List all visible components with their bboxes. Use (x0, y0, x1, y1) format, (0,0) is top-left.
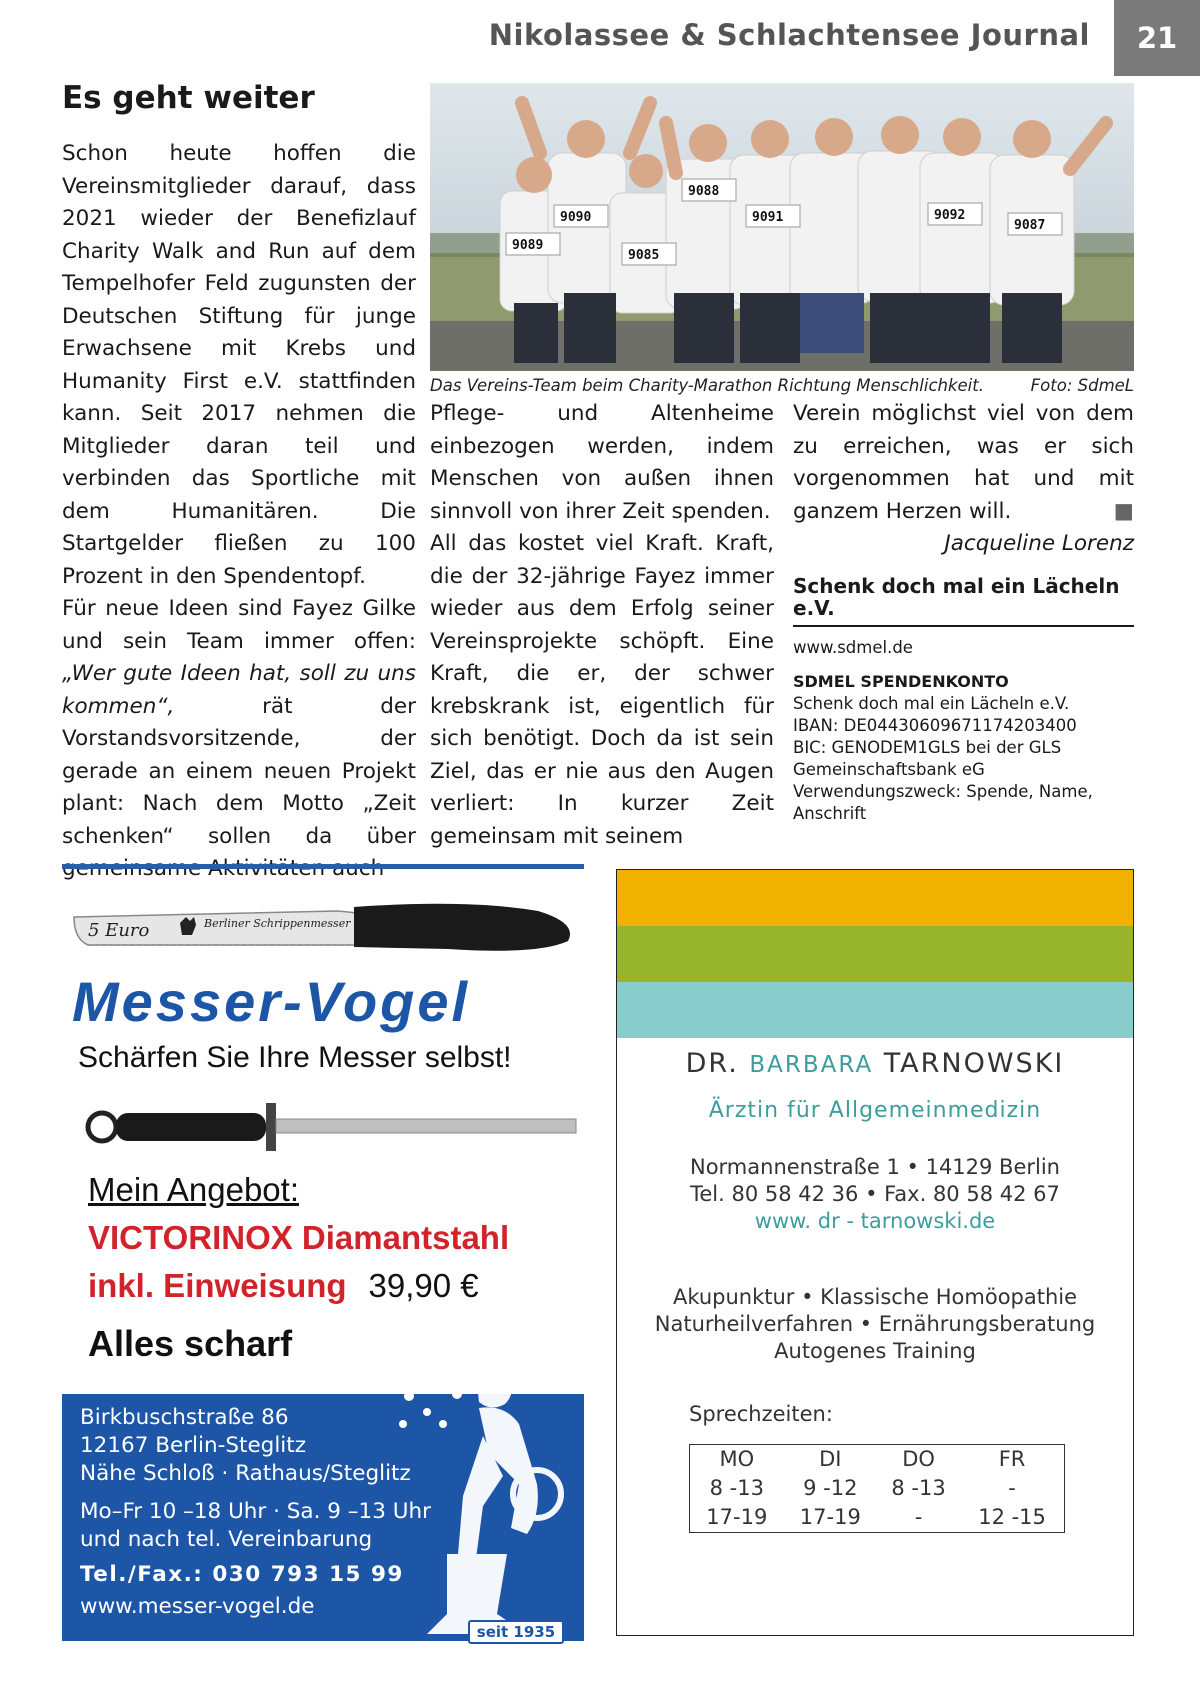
donation-account-title: SDMEL SPENDENKONTO (793, 672, 1009, 691)
text-span: Verein möglichst viel von dem zu erreichen, was er sich vorgenommen hat und mit ganzem Herzen will. (793, 401, 1134, 524)
hours-line: und nach tel. Vereinbarung (80, 1527, 373, 1552)
donation-bic: BIC: GENODEM1GLS bei der GLS Gemeinschaftsbank eG (793, 738, 1062, 779)
doctor-services (617, 1284, 1133, 1365)
offer-price: 39,90 € (368, 1267, 479, 1304)
text-span: Für neue Ideen sind Fayez Gilke und sein Team immer offen: (62, 596, 416, 654)
messer-vogel-logo: Messer-Vogel (72, 970, 471, 1033)
table-row (690, 1474, 1065, 1503)
bib-number: 9091 (752, 210, 784, 225)
article-column-3 (793, 398, 1134, 561)
messer-vogel-phone: Tel./Fax.: 030 793 15 99 (80, 1562, 404, 1587)
address-note: Nähe Schloß · Rathaus/Steglitz (80, 1461, 411, 1486)
bib-number: 9088 (688, 184, 720, 199)
table-row (690, 1503, 1065, 1533)
day-header: DO (902, 1447, 935, 1471)
doctor-name (617, 1048, 1133, 1079)
offer-instruction: inkl. Einweisung (88, 1267, 347, 1304)
donation-website: www.sdmel.de (793, 638, 913, 657)
office-hours-label: Sprechzeiten: (689, 1402, 833, 1426)
bib-number: 9087 (1014, 218, 1046, 233)
hours-cell: - (1008, 1476, 1016, 1500)
article-column-2 (430, 398, 774, 853)
article-paragraph: All das kostet viel Kraft. Kraft, die der 32-jährige Fayez immer wieder aus dem Erfolg seiner Vereinsprojekte schöpft. Eine Kraft, die er, der schwer krebskrank ist, eigentlich für sich benötigt. Doch da ist sein Ziel, das er nie aus den Augen verliert: In kurzer Zeit gemeinsam mit seinem (430, 531, 774, 849)
since-badge: seit 1935 (468, 1620, 564, 1644)
donation-account-holder: Schenk doch mal ein Lächeln e.V. (793, 694, 1070, 713)
article-paragraph (793, 398, 1134, 528)
article-author: Jacqueline Lorenz (944, 531, 1134, 556)
donation-org-title: Schenk doch mal ein Lächeln e.V. (793, 575, 1134, 627)
hours-cell: 9 -12 (803, 1476, 858, 1500)
hours-cell: 12 -15 (978, 1505, 1046, 1529)
sharpening-steel-icon (80, 1089, 580, 1159)
messer-vogel-address (80, 1404, 411, 1488)
quote: „Wer gute Ideen hat, soll zu uns kommen“, (62, 661, 416, 719)
doctor-title: DR. (685, 1048, 739, 1079)
messer-vogel-hours (80, 1498, 431, 1554)
doctor-specialty: Ärztin für Allgemeinmedizin (708, 1098, 1042, 1123)
offer-product: VICTORINOX Diamantstahl (88, 1219, 510, 1256)
messer-vogel-slogan: Schärfen Sie Ihre Messer selbst! (78, 1041, 512, 1074)
doctor-website: www. dr - tarnowski.de (754, 1209, 996, 1233)
doctor-address: Normannenstraße 1 • 14129 Berlin (689, 1155, 1060, 1179)
team-photo (430, 83, 1134, 371)
article-paragraph (62, 593, 416, 886)
day-header: DI (819, 1447, 842, 1471)
hours-cell: 8 -13 (891, 1476, 946, 1500)
office-hours-table (689, 1444, 1065, 1533)
hours-line: Mo–Fr 10 –18 Uhr · Sa. 9 –13 Uhr (80, 1499, 431, 1524)
color-band-green (617, 926, 1134, 982)
service-line: Akupunktur • Klassische Homöopathie (672, 1285, 1078, 1309)
article-paragraph: Pflege- und Altenheime einbezogen werden, indem Menschen von außen ihnen sinnvoll von ihrer Zeit spenden. (430, 401, 774, 524)
photo-caption (430, 376, 1134, 395)
day-header: MO (719, 1447, 755, 1471)
donation-purpose: Verwendungszweck: Spende, Name, Anschrift (793, 782, 1093, 823)
journal-title: Nikolassee & Schlachtensee Journal (488, 18, 1090, 52)
offer-title: Mein Angebot: (88, 1171, 299, 1208)
grinder-statue-icon (387, 1344, 587, 1641)
color-band-teal (617, 982, 1134, 1038)
end-mark: ■ (1113, 498, 1134, 524)
hours-cell: 17-19 (706, 1505, 768, 1529)
address-street: Birkbuschstraße 86 (80, 1405, 289, 1430)
knife-icon (68, 889, 578, 969)
donation-info-box (793, 575, 1134, 825)
hours-cell: 8 -13 (709, 1476, 764, 1500)
photo-credit: Foto: SdmeL (1030, 376, 1134, 395)
bib-number: 9092 (934, 208, 966, 223)
doctor-first-name: BARBARA (749, 1052, 874, 1078)
article-headline: Es geht weiter (62, 80, 315, 116)
bib-number: 9089 (512, 238, 544, 253)
offer-detail (88, 1267, 479, 1305)
messer-vogel-ad (62, 864, 584, 1641)
bib-number: 9085 (628, 248, 660, 263)
service-line: Autogenes Training (774, 1339, 976, 1363)
article-column-1 (62, 138, 416, 886)
knife-price-label: 5 Euro (88, 920, 150, 941)
donation-iban: IBAN: DE04430609671174203400 (793, 716, 1077, 735)
hours-cell: - (914, 1505, 923, 1529)
doctor-phone: Tel. 80 58 42 36 • Fax. 80 58 42 67 (690, 1182, 1060, 1206)
page-header (0, 0, 1200, 76)
page-number: 21 (1114, 0, 1200, 76)
hours-cell: 17-19 (799, 1505, 861, 1529)
day-header: FR (998, 1447, 1026, 1471)
doctor-contact (617, 1154, 1133, 1235)
color-band-yellow (617, 870, 1134, 926)
bib-number: 9090 (560, 210, 592, 225)
address-city: 12167 Berlin-Steglitz (80, 1433, 306, 1458)
caption-text: Das Vereins-Team beim Charity-Marathon Richtung Menschlichkeit. (430, 376, 984, 395)
messer-vogel-website: www.messer-vogel.de (80, 1594, 315, 1619)
text-span: rät der Vorstandsvorsitzende, der gerade an einem neuen Projekt plant: Nach dem Motto „Zeit schenken“ sollen da über gemeinsame Aktivitäten auch (62, 693, 416, 881)
doctor-ad (616, 869, 1134, 1636)
doctor-last-name: TARNOWSKI (883, 1048, 1065, 1079)
knife-brand-label: Berliner Schrippenmesser (204, 917, 351, 930)
table-row (690, 1445, 1065, 1475)
team-photo-illustration (430, 83, 1134, 371)
messer-vogel-tagline: Alles scharf (88, 1323, 293, 1364)
article-paragraph: Schon heute hoffen die Vereinsmitglieder darauf, dass 2021 wieder der Benefizlauf Charity Walk and Run auf dem Tempelhofer Feld zugunsten der Deutschen Stiftung für junge Erwachsene mit Krebs und Humanity First e.V. stattfinden kann. Seit 2017 nehmen die Mitglieder daran teil und verbinden das Sportliche mit dem Humanitären. Die Startgelder fließen zu 100 Prozent in den Spendentopf. (62, 141, 416, 589)
service-line: Naturheilverfahren • Ernährungsberatung (654, 1312, 1096, 1336)
